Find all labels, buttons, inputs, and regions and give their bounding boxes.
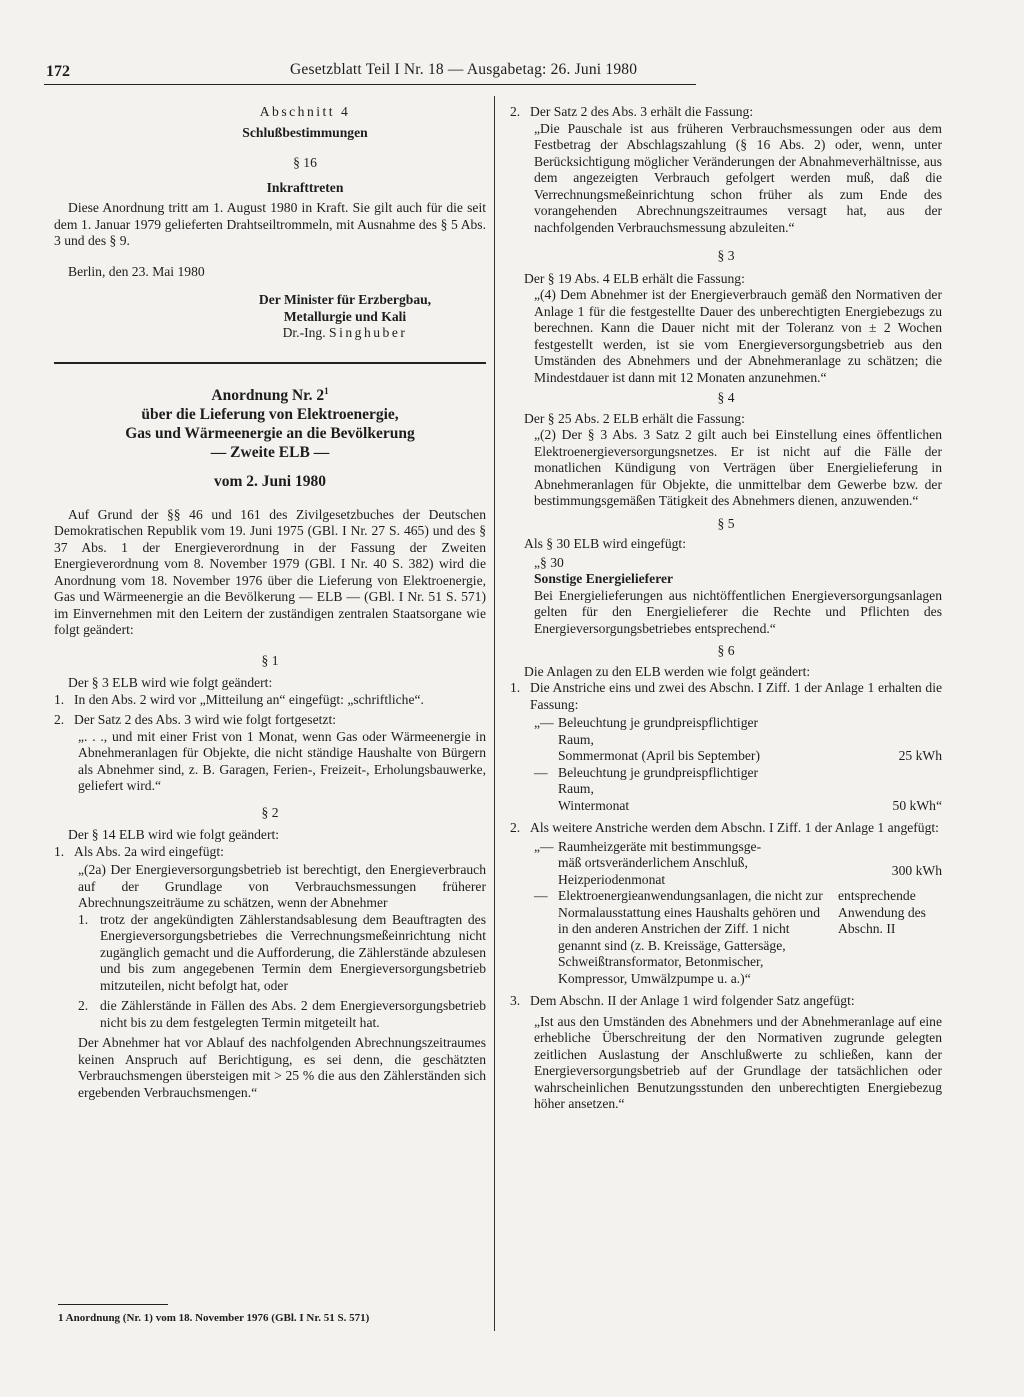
anordnung-title-1	[54, 386, 486, 405]
paragraph-2-item-2-quote: „Die Pauschale ist aus früheren Verbrauchsmessungen oder aus dem Festbetrag der Abschlagszahlung (§ 16 Abs. 2) oder, wenn, unter Berücksichtigung möglicher Veränderungen der Abnahmeverhältnisse, aus dem angezeigten Verbrauch gefolgert werden muß, daß die Verrechnungsmeßeinrichtung schon früher als zum Ende des vorangehenden Abrechnungszeitraumes versagt hat, aus der nachfolgenden Verbrauchsmessung abzuleiten.“	[534, 120, 942, 235]
signer-title: Dr.-Ing.	[282, 325, 326, 340]
dash-line: Raum,	[558, 781, 594, 796]
dash-mark: —	[534, 764, 548, 780]
paragraph-16-text: Diese Anordnung tritt am 1. August 1980 in Kraft. Sie gilt auch für die seit dem 1. Januar 1979 gelieferten Drahtseiltrommeln, mit Ausnahme des § 5 Abs. 3 und des § 9.	[54, 200, 486, 248]
dash-text	[558, 839, 852, 889]
intro-paragraph: Auf Grund der §§ 46 und 161 des Zivilgesetzbuches der Deutschen Demokratischen Republik vom 19. Juni 1975 (GBl. I Nr. 27 S. 465) und des § 37 Abs. 1 der Energieverordnung in der Fassung der Zweiten Energieverordnung vom 8. November 1979 (GBl. I Nr. 40 S. 382) wird die Anordnung vom 18. November 1976 über die Lieferung von Elektroenergie, Gas und Wärmeenergie an die Bevölkerung — ELB — (GBl. I Nr. 51 S. 571) im Einvernehmen mit den Leitern der zuständigen zentralen Staatsorgane wie folgt geändert:	[54, 506, 486, 637]
paragraph-2-lead: Der § 14 ELB wird wie folgt geändert:	[68, 827, 280, 842]
paragraph-1-lead: Der § 3 ELB wird wie folgt geändert:	[68, 675, 273, 690]
minister-line-2: Metallurgie und Kali	[283, 308, 407, 324]
item-text: Als Abs. 2a wird eingefügt:	[74, 843, 224, 859]
dash-value: entsprechende Anwendung des Abschn. II	[838, 888, 926, 936]
dash-line: Raum,	[558, 731, 594, 747]
subitem-text: trotz der angekündigten Zählerstandsablesung dem Beauftragten des Energieversorgungsbetriebes die Verrechnungsmeßeinrichtung nicht zugänglich gemacht und die Aufforderung, die Zählerstände abzulesen und bis zum angegebenen Termin dem Energieversorgungsbetrieb mitzuteilen, nicht befolgt hat, oder	[100, 911, 486, 993]
paragraph-4-number: § 4	[717, 390, 735, 405]
paragraph-3-number: § 3	[717, 248, 735, 263]
paragraph-4-quote: „(2) Der § 3 Abs. 3 Satz 2 gilt auch bei Einstellung eines öffentlichen Elektroenergieversorgungsnetzes. Er ist nicht auf die Fälle der monatlichen Kündigung von Verträgen über Energielieferung in Abnehmeranlagen für Objekte, die unmittelbar dem Gewerbe bzw. der bestimmungsgemäßen Tätigkeit des Abnehmers dienen, anzuwenden.“	[534, 427, 942, 508]
dash-line: Sommermonat (April bis September)	[558, 748, 760, 763]
paragraph-1-item-1	[54, 692, 486, 709]
page-header: Gesetzblatt Teil I Nr. 18 — Ausgabetag: 26. Juni 1980	[290, 61, 638, 78]
anordnung-title-3: Gas und Wärmeenergie an die Bevölkerung	[125, 424, 415, 442]
paragraph-1-item-2-quote: „. . ., und mit einer Frist von 1 Monat, wenn Gas oder Wärmeenergie in Abnehmeranlagen für Objekte, die nicht ständige Haushalte von Bürgern als Abnehmer sind, z. B. Garagen, Ferien-, Freizeit-, Erholungsbauwerke, geliefert wird.“	[78, 728, 486, 793]
dash-value: 25 kWh	[898, 748, 942, 763]
paragraph-5-number: § 5	[717, 515, 735, 531]
paragraph-2-subitem-2	[78, 998, 486, 1031]
item-text: In den Abs. 2 wird vor „Mitteilung an“ eingefügt: „schriftliche“.	[74, 691, 424, 707]
item-number: 2.	[54, 712, 65, 727]
footnote-rule	[58, 1304, 168, 1305]
anordnung-title-text: Anordnung Nr. 2	[211, 386, 325, 404]
dash-value: 50 kWh“	[892, 797, 942, 813]
dash-line: Beleuchtung je grundpreispflichtiger	[558, 715, 759, 730]
dash-text: Elektroenergieanwendungsanlagen, die nicht zur Normalausstattung eines Haushalts gehören und in den anderen Anstrichen der Ziff. 1 nicht genannt sind (z. B. Kreissäge, Gattersäge, Schweißtransformator, Betonmischer, Kompressor, Umwälzpumpe u. a.)“	[558, 888, 823, 986]
item-text: Der Satz 2 des Abs. 3 wird wie folgt fortgesetzt:	[74, 712, 336, 727]
item-text: Der Satz 2 des Abs. 3 erhält die Fassung:	[530, 104, 754, 119]
subitem-text: die Zählerstände in Fällen des Abs. 2 dem Energieversorgungsbetrieb nicht bis zu dem festgelegten Termin mitgeteilt hat.	[100, 998, 486, 1030]
item-text: Die Anstriche eins und zwei des Abschn. I Ziff. 1 der Anlage 1 erhalten die Fassung:	[530, 680, 942, 712]
page-number: 172	[46, 63, 70, 80]
footnote: 1 Anordnung (Nr. 1) vom 18. November 1976 (GBl. I Nr. 51 S. 571)	[58, 1312, 370, 1324]
paragraph-6-lead: Die Anlagen zu den ELB werden wie folgt geändert:	[524, 663, 811, 679]
paragraph-3-quote: „(4) Dem Abnehmer ist der Energieverbrauch gemäß den Normativen der Anlage 1 für die festgestellte Dauer des unberechtigten Energiebezugs zu berechnen. Kann die Dauer nicht mit der Toleranz von ± 2 Wochen festgestellt werden, ist sie vom Energieversorgungsbetrieb aus den Umständen des Abnehmers und der Abnehmeranlage zu schätzen; die Mindestdauer ist dann mit 12 Monaten anzunehmen.“	[534, 287, 942, 385]
paragraph-6-item-2	[510, 820, 942, 837]
dash-mark: „—	[534, 838, 554, 854]
item-number: 1.	[54, 843, 65, 859]
dash-entry-appliances	[534, 888, 942, 987]
dash-line: Raumheizgeräte mit bestimmungsge-	[558, 838, 762, 854]
dash-line: Heizperiodenmonat	[558, 871, 666, 887]
header-rule	[44, 84, 696, 85]
paragraph-1-item-2	[54, 712, 486, 729]
paragraph-5-quote-text: Bei Energielieferungen aus nichtöffentlichen Energieversorgungsanlagen gelten für den Energielieferer die Rechte und Pflichten des Energieversorgungsbetriebes entsprechend.“	[534, 587, 942, 636]
paragraph-5-quote-title: Sonstige Energielieferer	[534, 571, 674, 586]
item-number: 3.	[510, 993, 521, 1008]
item-text: Dem Abschn. II der Anlage 1 wird folgender Satz angefügt:	[530, 993, 855, 1008]
paragraph-2-subitem-1	[78, 912, 486, 995]
signature-line	[204, 325, 486, 342]
signer-name: Singhuber	[329, 325, 408, 340]
subitem-number: 1.	[78, 911, 89, 927]
paragraph-3-lead: Der § 19 Abs. 4 ELB erhält die Fassung:	[524, 270, 745, 286]
paragraph-2-quote: „(2a) Der Energieversorgungsbetrieb ist berechtigt, den Energieverbrauch auf der Grundlage von Verbrauchsmessungen früherer Abrechnungszeiträume zu schätzen, wenn der Abnehmer	[78, 862, 486, 910]
anordnung-title-2: über die Lieferung von Elektroenergie,	[141, 405, 399, 423]
right-column	[510, 104, 942, 1113]
dash-text	[558, 715, 852, 765]
paragraph-2-item-2	[510, 104, 942, 121]
dash-value: 300 kWh	[891, 863, 942, 878]
paragraph-5-quote-number: „§ 30	[534, 554, 564, 570]
dash-line: mäß ortsveränderlichem Anschluß,	[558, 855, 748, 870]
section-label: Abschnitt 4	[259, 104, 351, 119]
dash-mark: —	[534, 888, 548, 903]
dash-entry-heating	[534, 839, 942, 889]
paragraph-5-lead: Als § 30 ELB wird eingefügt:	[524, 536, 686, 551]
minister-line-1: Der Minister für Erzbergbau,	[258, 292, 432, 307]
dash-mark: „—	[534, 715, 554, 730]
paragraph-2-number: § 2	[261, 804, 279, 820]
paragraph-4-lead: Der § 25 Abs. 2 ELB erhält die Fassung:	[524, 410, 745, 426]
section-title: Schlußbestimmungen	[242, 124, 368, 140]
footnote-marker: 1	[324, 385, 329, 396]
section-separator	[54, 362, 486, 364]
dash-text	[558, 765, 852, 815]
paragraph-1-number: § 1	[261, 652, 279, 668]
dash-line: Wintermonat	[558, 797, 630, 813]
left-column	[54, 104, 486, 1101]
anordnung-date: vom 2. Juni 1980	[214, 472, 326, 490]
paragraph-2-item-1	[54, 844, 486, 861]
anordnung-title-4: — Zweite ELB —	[210, 443, 330, 461]
paragraph-16-number: § 16	[293, 155, 317, 170]
subitem-number: 2.	[78, 998, 89, 1013]
column-divider	[494, 96, 495, 1331]
dash-entry-summer	[534, 715, 942, 765]
dash-line: Beleuchtung je grundpreispflichtiger	[558, 764, 759, 780]
paragraph-6-item-3	[510, 993, 942, 1010]
item-number: 1.	[54, 691, 65, 707]
place-date: Berlin, den 23. Mai 1980	[68, 263, 205, 279]
dash-entry-winter	[534, 765, 942, 815]
paragraph-6-item-1	[510, 680, 942, 713]
paragraph-2-tail: Der Abnehmer hat vor Ablauf des nachfolgenden Abrechnungszeitraumes keinen Anspruch auf Berichtigung, es sei denn, die geschätzten Verbrauchsmengen übersteigen mit > 25 % die aus den Zählerständen sich ergebenden Verbrauchsmengen.“	[78, 1035, 486, 1100]
paragraph-6-item-3-quote: „Ist aus den Umständen des Abnehmers und der Abnehmeranlage auf eine erhebliche Überschreitung der den Normativen zugrunde gelegten zeitlichen Auslastung der Anschlußwerte zu schließen, kann der Energieversorgungsbetrieb auf der Grundlage der tatsächlichen oder wahrscheinlichen Benutzungsstunden den unberechtigten Energiebezug höher ansetzen.“	[534, 1013, 942, 1111]
paragraph-16-title: Inkrafttreten	[266, 179, 344, 195]
item-text: Als weitere Anstriche werden dem Abschn. I Ziff. 1 der Anlage 1 angefügt:	[530, 820, 939, 835]
item-number: 1.	[510, 680, 521, 695]
paragraph-6-number: § 6	[717, 643, 735, 658]
item-number: 2.	[510, 820, 521, 835]
item-number: 2.	[510, 104, 521, 119]
